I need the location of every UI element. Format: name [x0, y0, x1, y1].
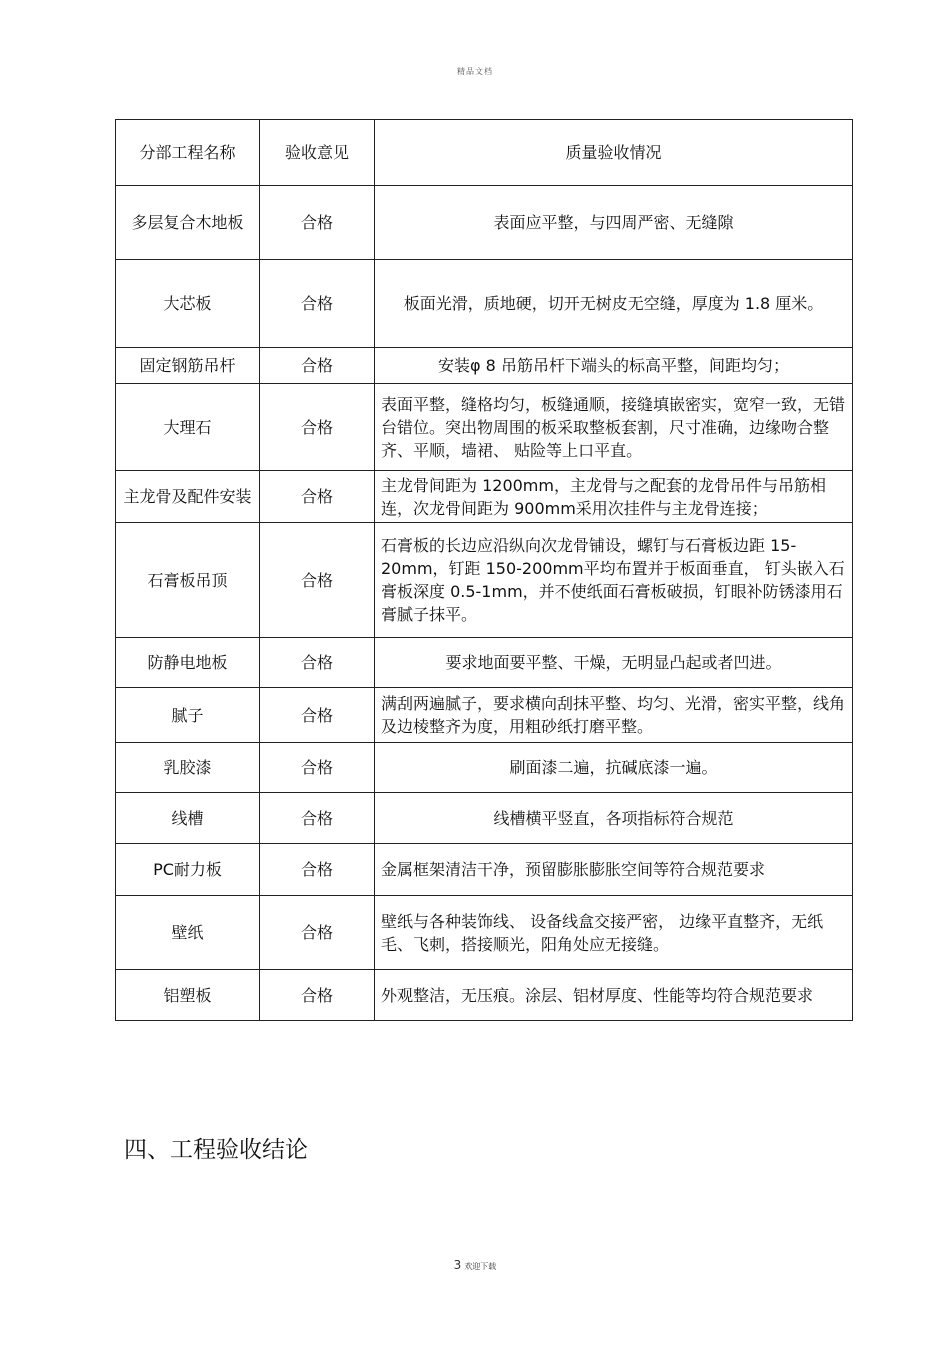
page-number: 3	[453, 1258, 462, 1272]
row-name: 壁纸	[116, 896, 260, 970]
header-detail: 质量验收情况	[375, 120, 853, 186]
table-row	[116, 896, 853, 970]
row-detail: 满刮两遍腻子，要求横向刮抹平整、均匀、光滑，密实平整，线角及边棱整齐为度，用粗砂纸打磨平整。	[375, 688, 853, 743]
row-detail: 要求地面要平整、干燥，无明显凸起或者凹进。	[375, 638, 853, 688]
row-opinion: 合格	[260, 260, 375, 348]
row-detail: 板面光滑，质地硬，切开无树皮无空缝，厚度为 1.8 厘米。	[375, 260, 853, 348]
table-row	[116, 844, 853, 896]
header-name: 分部工程名称	[116, 120, 260, 186]
watermark-text: 精品文档	[457, 67, 493, 76]
row-detail: 石膏板的长边应沿纵向次龙骨铺设，螺钉与石膏板边距 15-20mm，钉距 150-200mm平均布置并于板面垂直， 钉头嵌入石膏板深度 0.5-1mm，并不使纸面石膏板破损，钉眼补防锈漆用石膏腻子抹平。	[375, 523, 853, 638]
row-name: 主龙骨及配件安装	[116, 471, 260, 523]
row-opinion: 合格	[260, 638, 375, 688]
row-name: 固定钢筋吊杆	[116, 348, 260, 384]
row-opinion: 合格	[260, 523, 375, 638]
row-name: 多层复合木地板	[116, 186, 260, 260]
table-row	[116, 523, 853, 638]
row-name: 大理石	[116, 384, 260, 471]
row-opinion: 合格	[260, 348, 375, 384]
section-heading: 四、工程验收结论	[124, 1137, 308, 1163]
table-row	[116, 743, 853, 793]
table-row	[116, 970, 853, 1021]
row-opinion: 合格	[260, 743, 375, 793]
row-opinion: 合格	[260, 471, 375, 523]
page-footer	[0, 1258, 950, 1272]
table-row	[116, 638, 853, 688]
row-name: 线槽	[116, 793, 260, 844]
row-name: 铝塑板	[116, 970, 260, 1021]
row-detail: 表面应平整，与四周严密、无缝隙	[375, 186, 853, 260]
row-detail: 外观整洁，无压痕。涂层、铝材厚度、性能等均符合规范要求	[375, 970, 853, 1021]
header-opinion: 验收意见	[260, 120, 375, 186]
row-detail: 安装φ 8 吊筋吊杆下端头的标高平整，间距均匀；	[375, 348, 853, 384]
row-name: 防静电地板	[116, 638, 260, 688]
row-opinion: 合格	[260, 688, 375, 743]
table-row	[116, 348, 853, 384]
table-row	[116, 384, 853, 471]
row-opinion: 合格	[260, 896, 375, 970]
row-name: 石膏板吊顶	[116, 523, 260, 638]
row-detail: 刷面漆二遍，抗碱底漆一遍。	[375, 743, 853, 793]
acceptance-table	[115, 119, 853, 1021]
footer-text: 欢迎下载	[464, 1262, 497, 1271]
table-row	[116, 260, 853, 348]
row-detail: 线槽横平竖直，各项指标符合规范	[375, 793, 853, 844]
row-detail: 金属框架清洁干净，预留膨胀膨胀空间等符合规范要求	[375, 844, 853, 896]
row-detail: 表面平整，缝格均匀，板缝通顺，接缝填嵌密实，宽窄一致，无错台错位。突出物周围的板采取整板套割，尺寸准确，边缘吻合整齐、平顺，墙裙、 贴险等上口平直。	[375, 384, 853, 471]
table-row	[116, 471, 853, 523]
row-name: 乳胶漆	[116, 743, 260, 793]
row-name: 腻子	[116, 688, 260, 743]
table-row	[116, 186, 853, 260]
row-name: PC耐力板	[116, 844, 260, 896]
row-name: 大芯板	[116, 260, 260, 348]
row-opinion: 合格	[260, 844, 375, 896]
row-opinion: 合格	[260, 970, 375, 1021]
row-opinion: 合格	[260, 384, 375, 471]
row-detail: 主龙骨间距为 1200mm，主龙骨与之配套的龙骨吊件与吊筋相连，次龙骨间距为 900mm采用次挂件与主龙骨连接；	[375, 471, 853, 523]
table-row	[116, 688, 853, 743]
table-header-row	[116, 120, 853, 186]
table-row	[116, 793, 853, 844]
row-opinion: 合格	[260, 793, 375, 844]
row-detail: 壁纸与各种装饰线、 设备线盒交接严密， 边缘平直整齐，无纸毛、飞刺，搭接顺光，阳角处应无接缝。	[375, 896, 853, 970]
row-opinion: 合格	[260, 186, 375, 260]
